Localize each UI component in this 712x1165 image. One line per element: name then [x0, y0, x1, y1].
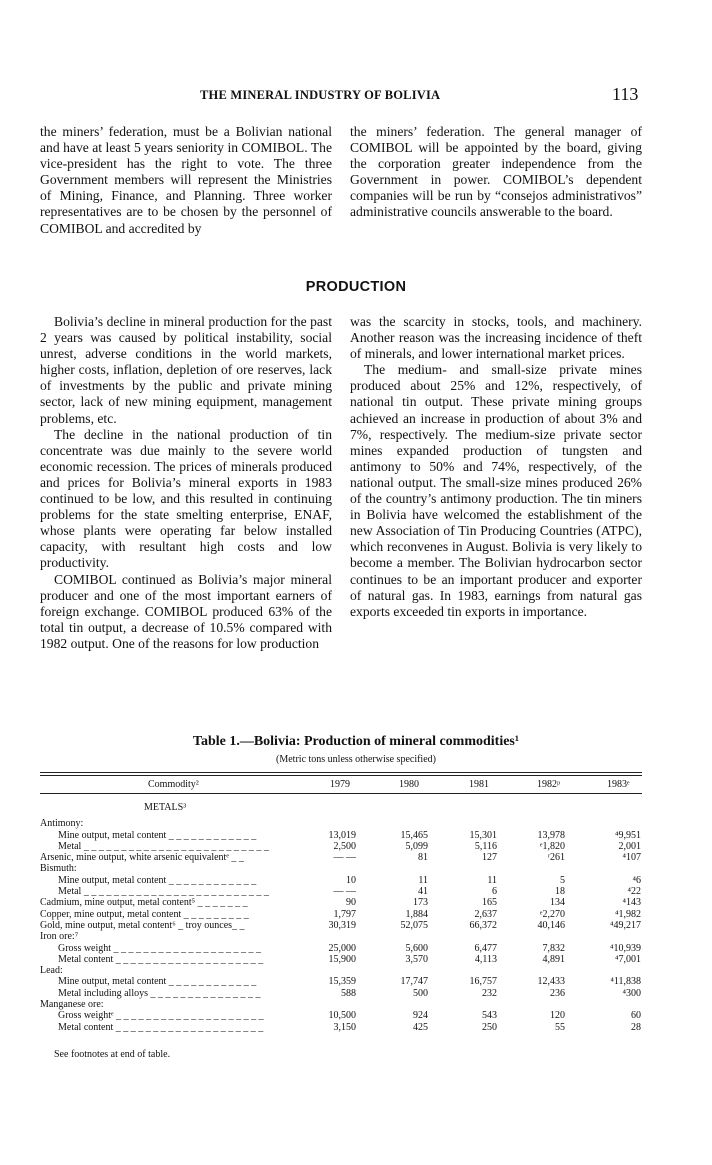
table-row — [40, 943, 642, 954]
table-subtitle: (Metric tons unless otherwise specified) — [276, 754, 436, 765]
row-label: Gross weight _ _ _ _ _ _ _ _ _ _ _ _ _ _ _ _ _ _ _ _ — [58, 942, 262, 954]
table-cell: 7,832 — [542, 942, 565, 954]
row-label: Lead: — [40, 965, 63, 977]
table-cell: 11 — [487, 874, 497, 886]
table-cell: ᵉ2,270 — [539, 908, 565, 920]
table-cell: ⁴143 — [622, 897, 641, 909]
table-top-rule — [40, 772, 642, 773]
intro-left-column — [40, 124, 332, 237]
table-cell: 2,500 — [333, 840, 356, 852]
table-cell: ⁴300 — [622, 987, 641, 999]
table-row — [40, 886, 642, 897]
table-cell: 15,900 — [328, 953, 356, 965]
table-row — [40, 909, 642, 920]
table-cell: — — — [333, 886, 356, 898]
table-cell: 1,797 — [333, 908, 356, 920]
table-footnote-reference: See footnotes at end of table. — [54, 1049, 171, 1060]
table-cell: — — — [333, 852, 356, 864]
production-paragraph: was the scarcity in stocks, tools, and machinery. Another reason was the increasing incidence of theft of minerals, and lower international market prices. — [350, 314, 642, 362]
table-group-row — [40, 802, 642, 813]
row-label: Iron ore:⁷ — [40, 931, 79, 943]
table-cell: 425 — [413, 1021, 428, 1033]
row-label: Manganese ore: — [40, 999, 104, 1011]
table-cell: ⁴7,001 — [615, 953, 641, 965]
running-header — [0, 84, 712, 108]
table-cell: 2,637 — [474, 908, 497, 920]
table-cell: 81 — [418, 852, 428, 864]
table-row — [40, 863, 642, 874]
production-right-column — [350, 314, 642, 620]
table-cell: 10,500 — [328, 1010, 356, 1022]
table-cell: 60 — [631, 1010, 641, 1022]
row-label: Metal content _ _ _ _ _ _ _ _ _ _ _ _ _ _ _ _ _ _ _ _ — [58, 953, 264, 965]
table-cell: 90 — [346, 897, 356, 909]
table-cell: 4,113 — [474, 953, 497, 965]
section-heading-production: PRODUCTION — [305, 279, 407, 295]
intro-left-paragraph: the miners’ federation, must be a Bolivian national and have at least 5 years seniority in COMIBOL. The vice-president has the right to vote. The three Government members will represent the Ministries of Mining, Finance, and Planning. Three worker representatives are to be chosen by the personnel of COMIBOL and accredited by — [40, 124, 332, 236]
table-cell: 41 — [418, 886, 428, 898]
table-row — [40, 931, 642, 942]
production-paragraph: The decline in the national production of tin concentrate was due mainly to the severe world economic recession. The prices of minerals produced and prices for Bolivia’s mineral exports in 1983 continued to be low, and this resulted in continuing problems for the state smelting enterprise, ENAF, whose plants were operating far below installed capacity, with resultant high costs and low productivity. — [40, 426, 332, 571]
row-label: Metal content _ _ _ _ _ _ _ _ _ _ _ _ _ _ _ _ _ _ _ _ — [58, 1021, 264, 1033]
table-cell: ᵉ1,820 — [539, 840, 565, 852]
table-cell: 5,600 — [405, 942, 428, 954]
table-cell: 17,747 — [400, 976, 428, 988]
table-row — [40, 976, 642, 987]
column-header-1980: 1980 — [399, 779, 419, 790]
table-cell: 3,570 — [405, 953, 428, 965]
table-body — [40, 802, 642, 1033]
table-cell: 52,075 — [400, 919, 428, 931]
table-cell: ⁴107 — [622, 852, 641, 864]
table-cell: 3,150 — [333, 1021, 356, 1033]
table-cell: ⁴49,217 — [610, 919, 641, 931]
page-number: 113 — [612, 84, 639, 104]
table-cell: 6 — [492, 886, 497, 898]
table-row — [40, 1022, 642, 1033]
table-cell: ⁴6 — [632, 874, 641, 886]
table-cell: 25,000 — [328, 942, 356, 954]
row-label: Gross weightᵉ _ _ _ _ _ _ _ _ _ _ _ _ _ _ _ _ _ _ _ _ — [58, 1010, 264, 1022]
row-label: Gold, mine output, metal content⁶ _ troy ounces_ _ — [40, 919, 245, 931]
table-row — [40, 830, 642, 841]
table-row — [40, 875, 642, 886]
row-label: Metal _ _ _ _ _ _ _ _ _ _ _ _ _ _ _ _ _ _ _ _ _ _ _ _ _ — [58, 886, 269, 898]
table-cell: 165 — [482, 897, 497, 909]
table-cell: 15,359 — [328, 976, 356, 988]
table-cell: 232 — [482, 987, 497, 999]
column-header-commodity: Commodity² — [148, 779, 199, 790]
row-label: Mine output, metal content _ _ _ _ _ _ _ _ _ _ _ _ — [58, 976, 257, 988]
production-paragraph: The medium- and small-size private mines produced about 25% and 12%, respectively, of national tin output. These private mining groups achieved an increase in production of about 3% and 7%, respectively. The medium-size private sector mines expanded production of tungsten and antimony to 50% and 74%, respectively, of the national output. The small-size mines produced 26% of the country’s antimony production. The tin miners in Bolivia have welcomed the establishment of the new Association of Tin Producing Countries (ATPC), which reconvenes in August. Bolivia is very likely to become a member. The Bolivian hydrocarbon sector continues to be an important producer and exporter of natural gas. In 1983, earnings from natural gas exports exceeded tin exports in importance. — [350, 362, 642, 619]
table-cell: 500 — [413, 987, 428, 999]
table-top-rule — [40, 775, 642, 776]
production-paragraph: Bolivia’s decline in mineral production for the past 2 years was caused by political instability, social unrest, adverse conditions in the world markets, higher costs, inflation, depletion of ore reserves, lack of investments by the public and private mining sector, lack of new mining equipment, management problems, etc. — [40, 314, 332, 426]
table-cell: 173 — [413, 897, 428, 909]
table-row — [40, 999, 642, 1010]
table-cell: 924 — [413, 1010, 428, 1022]
table-cell: 588 — [341, 987, 356, 999]
table-cell: 28 — [631, 1021, 641, 1033]
table-row — [40, 897, 642, 908]
row-label: Metal _ _ _ _ _ _ _ _ _ _ _ _ _ _ _ _ _ _ _ _ _ _ _ _ _ — [58, 840, 269, 852]
group-label-metals: METALS³ — [144, 802, 187, 813]
table-row — [40, 988, 642, 999]
table-cell: 16,757 — [469, 976, 497, 988]
table-cell: 12,433 — [537, 976, 565, 988]
table-cell: 5 — [560, 874, 565, 886]
table-cell: 15,465 — [400, 829, 428, 841]
table-cell: 10 — [346, 874, 356, 886]
table-cell: 2,001 — [618, 840, 641, 852]
column-header-1982: 1982ᵖ — [537, 779, 561, 790]
table-cell: 15,301 — [469, 829, 497, 841]
table-row — [40, 841, 642, 852]
table-cell: 5,099 — [405, 840, 428, 852]
table-cell: ⁴10,939 — [610, 942, 641, 954]
table-cell: 13,019 — [328, 829, 356, 841]
table-cell: 55 — [555, 1021, 565, 1033]
table-cell: 134 — [550, 897, 565, 909]
table-header — [40, 779, 642, 793]
production-left-column — [40, 314, 332, 652]
table-cell: 30,319 — [328, 919, 356, 931]
row-label: Bismuth: — [40, 863, 77, 875]
table-cell: 40,146 — [537, 919, 565, 931]
table-row — [40, 1010, 642, 1021]
row-label: Cadmium, mine output, metal content⁵ _ _ _ _ _ _ _ — [40, 897, 248, 909]
table-row — [40, 965, 642, 976]
table-title: Table 1.—Bolivia: Production of mineral commodities¹ — [192, 734, 520, 749]
table-rows — [40, 818, 642, 1033]
table-cell: 127 — [482, 852, 497, 864]
row-label: Mine output, metal content _ _ _ _ _ _ _ _ _ _ _ _ — [58, 829, 257, 841]
table-cell: ⁴1,982 — [615, 908, 641, 920]
table-cell: 6,477 — [474, 942, 497, 954]
table-cell: 66,372 — [469, 919, 497, 931]
table-cell: 4,891 — [542, 953, 565, 965]
table-row — [40, 852, 642, 863]
row-label: Arsenic, mine output, white arsenic equivalentᵉ _ _ — [40, 852, 244, 864]
table-row — [40, 920, 642, 931]
row-label: Metal including alloys _ _ _ _ _ _ _ _ _ _ _ _ _ _ _ — [58, 987, 261, 999]
row-label: Mine output, metal content _ _ _ _ _ _ _ _ _ _ _ _ — [58, 874, 257, 886]
table-cell: 236 — [550, 987, 565, 999]
table-cell: 120 — [550, 1010, 565, 1022]
table-cell: ⁴11,838 — [610, 976, 641, 988]
row-label: Copper, mine output, metal content _ _ _ _ _ _ _ _ _ — [40, 908, 249, 920]
row-label: Antimony: — [40, 818, 84, 830]
column-header-1979: 1979 — [330, 779, 350, 790]
intro-right-paragraph: the miners’ federation. The general manager of COMIBOL will be appointed by the board, giving the corporation greater independence from the Government in power. COMIBOL’s dependent companies will be run by “consejos administrativos” administrative councils answerable to the board. — [350, 124, 642, 220]
column-header-1981: 1981 — [469, 779, 489, 790]
table-cell: 18 — [555, 886, 565, 898]
production-paragraph: COMIBOL continued as Bolivia’s major mineral producer and one of the most important earners of foreign exchange. COMIBOL produced 63% of the total tin output, a decrease of 10.5% compared with 1982 output. One of the reasons for low production — [40, 571, 332, 651]
table-cell: 13,978 — [537, 829, 565, 841]
column-header-1983: 1983ᵉ — [607, 779, 630, 790]
table-cell: ʳ261 — [547, 852, 565, 864]
running-title: THE MINERAL INDUSTRY OF BOLIVIA — [200, 88, 441, 102]
table-cell: 1,884 — [405, 908, 428, 920]
table-cell: ⁴22 — [627, 886, 641, 898]
table-cell: 11 — [418, 874, 428, 886]
table-cell: 250 — [482, 1021, 497, 1033]
table-header-rule — [40, 793, 642, 794]
table-cell: 5,116 — [474, 840, 497, 852]
table-row — [40, 818, 642, 829]
table-cell: ⁴9,951 — [615, 829, 641, 841]
table-row — [40, 954, 642, 965]
intro-right-column — [350, 124, 642, 221]
table-cell: 543 — [482, 1010, 497, 1022]
